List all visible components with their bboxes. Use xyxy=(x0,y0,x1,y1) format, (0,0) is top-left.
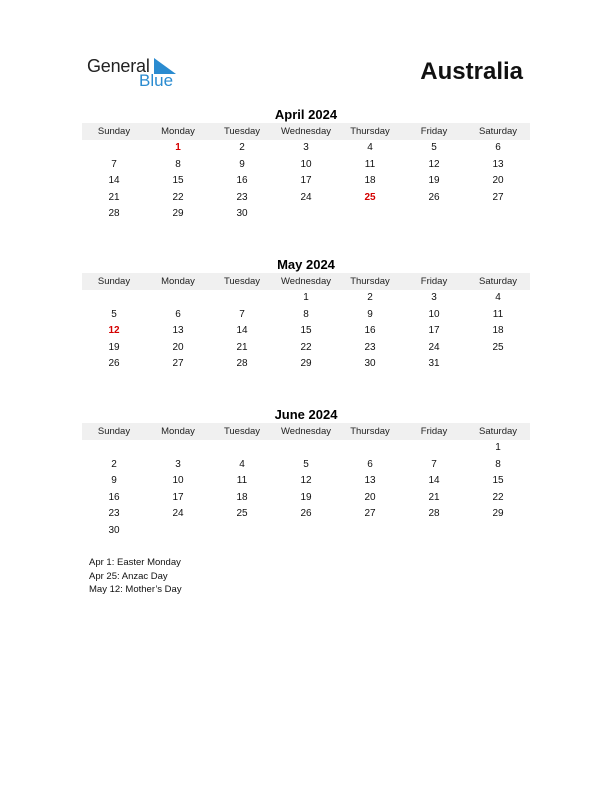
day-cell: 12 xyxy=(300,475,312,487)
weekday-label: Sunday xyxy=(97,126,131,137)
holiday-note: Apr 25: Anzac Day xyxy=(89,570,168,582)
weekday-header xyxy=(82,123,530,140)
day-grid xyxy=(82,290,530,373)
day-cell: 13 xyxy=(492,158,504,170)
day-cell: 17 xyxy=(300,175,312,187)
holiday-note: May 12: Mother’s Day xyxy=(89,584,182,595)
day-cell: 9 xyxy=(239,158,245,170)
day-cell: 31 xyxy=(428,358,440,370)
weekday-label: Wednesday xyxy=(281,276,331,287)
weekday-header xyxy=(82,273,530,290)
day-cell: 18 xyxy=(236,491,248,503)
day-cell: 30 xyxy=(364,358,376,370)
weekday-header xyxy=(82,423,530,440)
day-cell: 2 xyxy=(367,292,373,303)
day-cell: 9 xyxy=(367,308,373,320)
month-title: May 2024 xyxy=(277,257,335,272)
day-cell: 19 xyxy=(428,175,440,187)
day-cell: 19 xyxy=(108,341,120,353)
logo-text-blue: Blue xyxy=(139,71,174,90)
weekday-label: Wednesday xyxy=(281,426,331,437)
weekday-label: Thursday xyxy=(350,426,390,437)
day-cell: 15 xyxy=(300,325,312,337)
day-cell: 21 xyxy=(428,491,440,503)
day-cell: 2 xyxy=(239,142,245,153)
country-title: Australia xyxy=(420,58,523,85)
day-cell: 22 xyxy=(300,341,312,353)
empty-cell xyxy=(274,440,338,457)
day-cell: 11 xyxy=(236,475,248,487)
day-cell: 13 xyxy=(172,325,184,337)
day-cell: 15 xyxy=(172,175,184,187)
day-cell: 4 xyxy=(367,142,373,153)
day-cell: 21 xyxy=(108,191,120,203)
day-cell: 9 xyxy=(111,475,117,487)
weekday-label: Saturday xyxy=(478,276,518,287)
empty-cell xyxy=(146,290,210,307)
day-cell: 22 xyxy=(492,491,504,503)
weekday-label: Tuesday xyxy=(223,276,261,287)
day-cell: 24 xyxy=(172,508,184,520)
day-cell: 23 xyxy=(108,508,120,520)
weekday-label: Friday xyxy=(420,126,448,137)
day-cell: 7 xyxy=(111,158,117,170)
weekday-label: Tuesday xyxy=(223,426,261,437)
day-cell: 20 xyxy=(492,175,504,187)
empty-cell xyxy=(146,440,210,457)
day-cell: 25 xyxy=(492,341,504,353)
weekday-label: Wednesday xyxy=(281,126,331,137)
day-cell: 19 xyxy=(300,491,312,503)
day-cell: 27 xyxy=(172,358,184,370)
day-cell: 14 xyxy=(108,175,120,187)
day-cell: 7 xyxy=(431,458,437,470)
day-cell: 15 xyxy=(492,475,504,487)
day-cell: 6 xyxy=(367,458,373,470)
day-cell: 14 xyxy=(236,325,248,337)
day-cell: 29 xyxy=(300,358,312,370)
day-cell: 11 xyxy=(364,158,376,170)
logo-text-general: General xyxy=(87,56,150,76)
weekday-label: Thursday xyxy=(350,276,390,287)
day-cell: 17 xyxy=(172,491,184,503)
day-cell: 26 xyxy=(300,508,312,520)
day-cell: 16 xyxy=(364,325,376,337)
day-cell: 23 xyxy=(236,191,248,203)
weekday-label: Friday xyxy=(420,276,448,287)
day-cell: 16 xyxy=(236,175,248,187)
day-cell: 17 xyxy=(428,325,440,337)
empty-cell xyxy=(82,140,146,157)
weekday-label: Thursday xyxy=(350,126,390,137)
day-cell: 18 xyxy=(492,325,504,337)
empty-cell xyxy=(82,440,146,457)
weekday-label: Saturday xyxy=(478,426,518,437)
holiday-day-cell: 25 xyxy=(364,191,376,203)
day-grid xyxy=(82,140,530,223)
day-cell: 20 xyxy=(364,491,376,503)
day-cell: 8 xyxy=(175,158,181,170)
day-cell: 4 xyxy=(239,458,245,470)
holiday-notes xyxy=(89,556,182,597)
day-cell: 30 xyxy=(108,524,120,536)
weekday-label: Saturday xyxy=(478,126,518,137)
day-cell: 2 xyxy=(111,458,117,470)
day-cell: 23 xyxy=(364,341,376,353)
day-cell: 6 xyxy=(495,142,501,153)
month-june xyxy=(82,406,530,540)
month-may xyxy=(82,256,530,373)
empty-cell xyxy=(82,290,146,307)
empty-cell xyxy=(210,440,274,457)
day-cell: 30 xyxy=(236,208,248,220)
day-cell: 1 xyxy=(303,292,309,303)
day-cell: 5 xyxy=(303,458,309,470)
day-grid xyxy=(82,440,530,540)
month-title: April 2024 xyxy=(274,107,338,122)
day-cell: 27 xyxy=(364,508,376,520)
day-cell: 8 xyxy=(495,458,501,470)
day-cell: 27 xyxy=(492,191,504,203)
day-cell: 3 xyxy=(431,292,437,303)
month-title: June 2024 xyxy=(274,407,338,422)
day-cell: 22 xyxy=(172,191,184,203)
holiday-day-cell: 12 xyxy=(108,325,120,337)
empty-cell xyxy=(402,440,466,457)
day-cell: 10 xyxy=(428,308,440,320)
day-cell: 24 xyxy=(428,341,440,353)
day-cell: 28 xyxy=(428,508,440,520)
holiday-note: Apr 1: Easter Monday xyxy=(89,557,181,568)
day-cell: 18 xyxy=(364,175,376,187)
day-cell: 10 xyxy=(172,475,184,487)
day-cell: 12 xyxy=(428,158,440,170)
day-cell: 13 xyxy=(364,475,376,487)
day-cell: 7 xyxy=(239,308,245,320)
weekday-label: Sunday xyxy=(97,276,131,287)
weekday-label: Monday xyxy=(161,276,195,287)
day-cell: 6 xyxy=(175,308,181,320)
day-cell: 8 xyxy=(303,308,309,320)
month-april xyxy=(82,106,530,223)
weekday-label: Friday xyxy=(420,426,448,437)
day-cell: 20 xyxy=(172,341,184,353)
holiday-day-cell: 1 xyxy=(175,142,181,153)
day-cell: 24 xyxy=(300,191,312,203)
day-cell: 26 xyxy=(108,358,120,370)
weekday-label: Monday xyxy=(161,126,195,137)
day-cell: 21 xyxy=(236,341,248,353)
weekday-label: Monday xyxy=(161,426,195,437)
day-cell: 16 xyxy=(108,491,120,503)
day-cell: 29 xyxy=(492,508,504,520)
day-cell: 29 xyxy=(172,208,184,220)
weekday-label: Tuesday xyxy=(223,126,261,137)
day-cell: 28 xyxy=(108,208,120,220)
empty-cell xyxy=(210,290,274,307)
day-cell: 28 xyxy=(236,358,248,370)
day-cell: 25 xyxy=(236,508,248,520)
day-cell: 11 xyxy=(492,308,504,320)
day-cell: 1 xyxy=(495,442,501,453)
day-cell: 4 xyxy=(495,292,501,303)
empty-cell xyxy=(338,440,402,457)
day-cell: 5 xyxy=(111,308,117,320)
day-cell: 5 xyxy=(431,142,437,153)
weekday-label: Sunday xyxy=(97,426,131,437)
generalblue-logo xyxy=(87,56,197,92)
day-cell: 14 xyxy=(428,475,440,487)
day-cell: 26 xyxy=(428,191,440,203)
day-cell: 10 xyxy=(300,158,312,170)
day-cell: 3 xyxy=(303,142,309,153)
day-cell: 3 xyxy=(175,458,181,470)
